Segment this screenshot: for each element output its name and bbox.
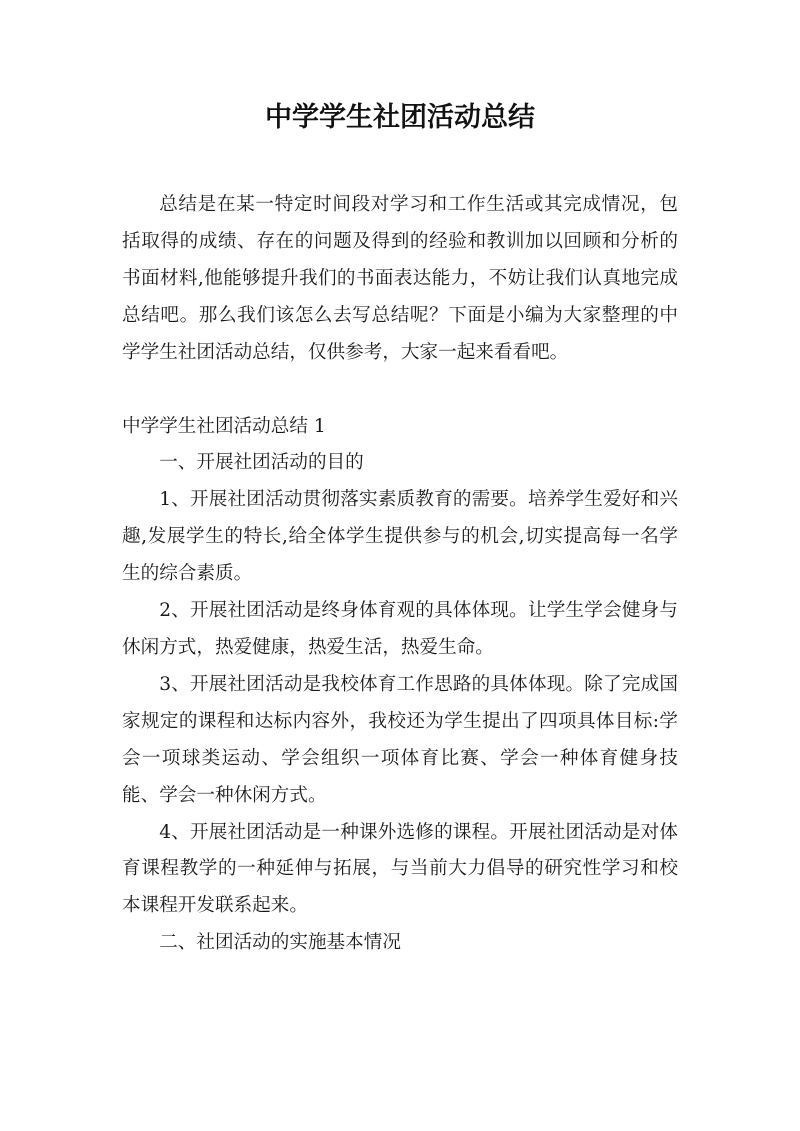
list-item: 4、开展社团活动是一种课外选修的课程。开展社团活动是对体育课程教学的一种延伸与拓展，与当前大力倡导的研究性学习和校本课程开发联系起来。 — [122, 821, 678, 917]
section-title: 中学学生社团活动总结 1 — [122, 415, 326, 437]
heading-implementation: 二、社团活动的实施基本情况 — [159, 932, 401, 954]
document-body — [122, 187, 678, 962]
document-title: 中学学生社团活动总结 — [265, 102, 535, 133]
list-item: 1、开展社团活动贯彻落实素质教育的需要。培养学生爱好和兴趣,发展学生的特长,给全体学生提供参与的机会,切实提高每一名学生的综合素质。 — [122, 489, 678, 585]
heading-purpose: 一、开展社团活动的目的 — [159, 452, 364, 474]
list-item: 2、开展社团活动是终身体育观的具体体现。让学生学会健身与休闲方式，热爱健康，热爱生活，热爱生命。 — [122, 600, 678, 658]
list-item: 3、开展社团活动是我校体育工作思路的具体体现。除了完成国家规定的课程和达标内容外，我校还为学生提出了四项具体目标:学会一项球类运动、学会组织一项体育比赛、学会一种体育健身技能、学会一种休闲方式。 — [122, 673, 678, 806]
intro-paragraph: 总结是在某一特定时间段对学习和工作生活或其完成情况，包括取得的成绩、存在的问题及得到的经验和教训加以回顾和分析的书面材料,他能够提升我们的书面表达能力，不妨让我们认真地完成总结吧。那么我们该怎么去写总结呢？下面是小编为大家整理的中学学生社团活动总结，仅供参考，大家一起来看看吧。 — [122, 194, 678, 363]
